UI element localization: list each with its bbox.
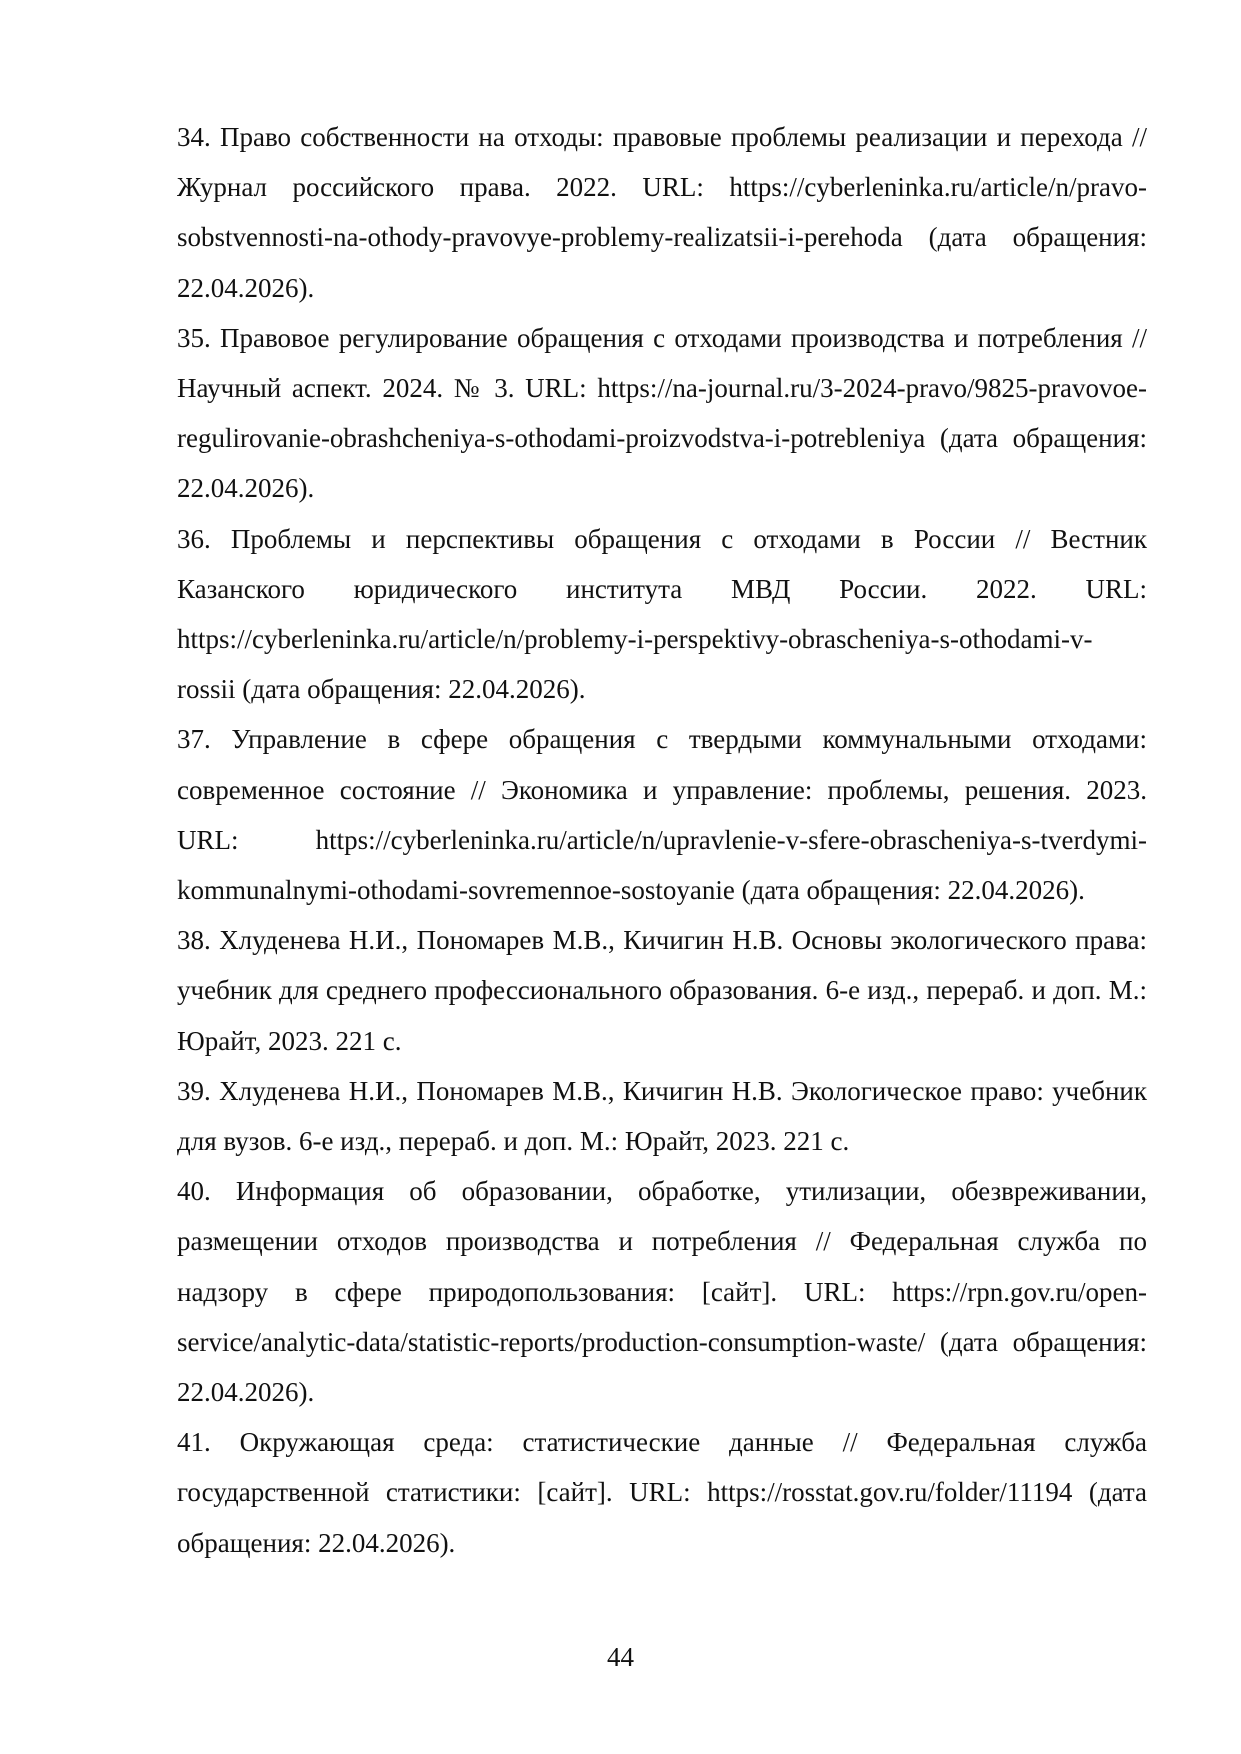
reference-item-38: 38. Хлуденева Н.И., Пономарев М.В., Кичигин Н.В. Основы экологического права: учебник для среднего профессионального образования. 6-е изд., перераб. и доп. М.: Юрайт, 2023. 221 с. [177,925,1147,1056]
reference-item-34: 34. Право собственности на отходы: правовые проблемы реализации и перехода // Журнал российского права. 2022. URL: https://cyberleninka.ru/article/n/pravo-sobstvennosti-na-othody-pravovye-problemy-realizatsii-i-perehoda (дата обращения: 22.04.2026). [177,122,1147,303]
reference-item-41: 41. Окружающая среда: статистические данные // Федеральная служба государственной статистики: [сайт]. URL: https://rosstat.gov.ru/folder/11194 (дата обращения: 22.04.2026). [177,1427,1147,1558]
reference-item-37: 37. Управление в сфере обращения с твердыми коммунальными отходами: современное состояние // Экономика и управление: проблемы, решения. 2023. URL: https://cyberleninka.ru/article/n/upravlenie-v-sfere-obrascheniya-s-tverdymi-kommunalnymi-othodami-sovremennoe-sostoyanie (дата обращения: 22.04.2026). [177,724,1147,906]
reference-item-35: 35. Правовое регулирование обращения с отходами производства и потребления // Научный аспект. 2024. № 3. URL: https://na-journal.ru/3-2024-pravo/9825-pravovoe-regulirovanie-obrashcheniya-s-othodami-proizvodstva-i-potrebleniya (дата обращения: 22.04.2026). [177,322,1147,504]
reference-item-39: 39. Хлуденева Н.И., Пономарев М.В., Кичигин Н.В. Экологическое право: учебник для вузов. 6-е изд., перераб. и доп. М.: Юрайт, 2023. 221 с. [177,1075,1147,1157]
reference-item-40: 40. Информация об образовании, обработке, утилизации, обезвреживании, размещении отходов производства и потребления // Федеральная служба по надзору в сфере природопользования: [сайт]. URL: https://rpn.gov.ru/open-service/analytic-data/statistic-reports/production-consumption-waste/ (дата обращения: 22.04.2026). [177,1176,1147,1408]
reference-item-36: 36. Проблемы и перспективы обращения с отходами в России // Вестник Казанского юридического института МВД России. 2022. URL: https://cyberleninka.ru/article/n/problemy-i-perspektivy-obrascheniya-s-othodami-v-rossii (дата обращения: 22.04.2026). [177,523,1147,705]
page-number: 44 [607,1642,634,1672]
reference-list [177,112,1147,1568]
